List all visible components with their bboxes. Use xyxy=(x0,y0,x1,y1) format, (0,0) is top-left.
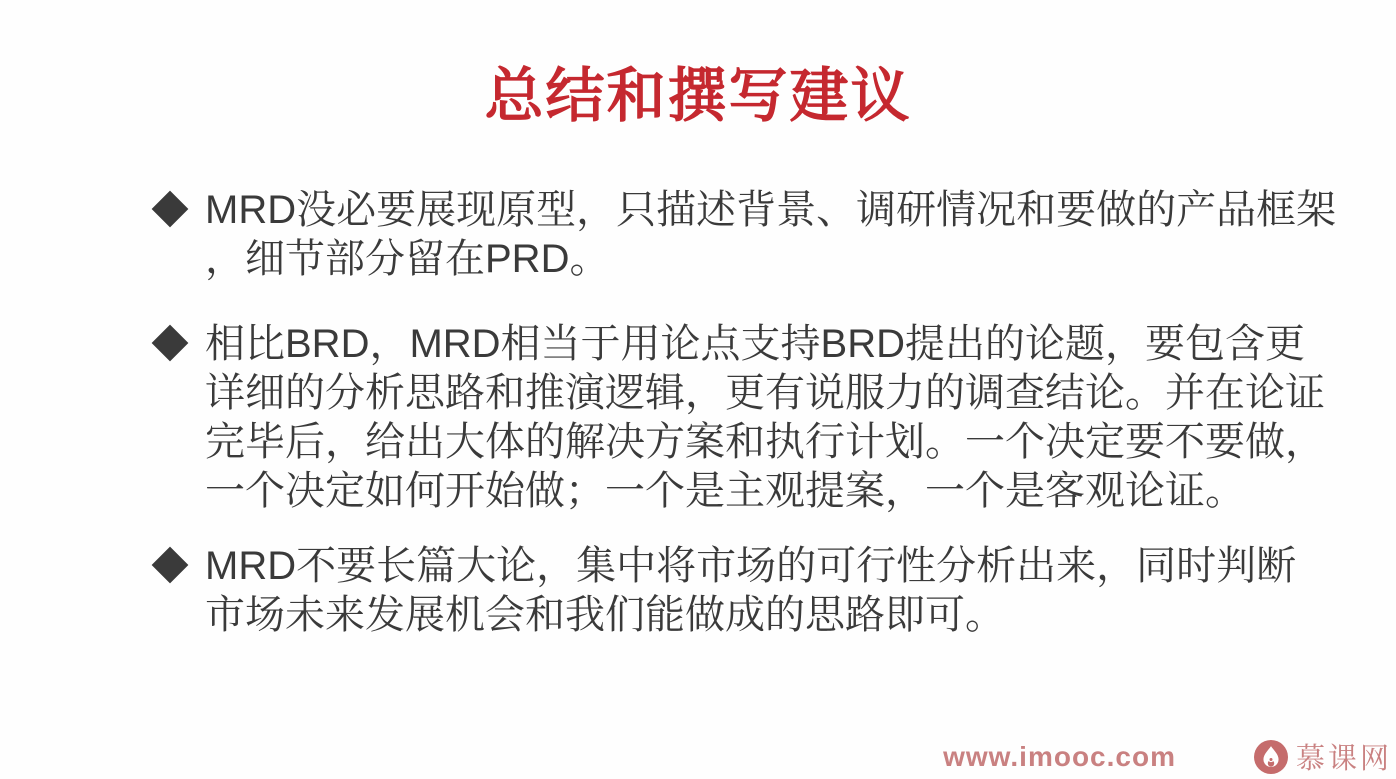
bullet-marker-box xyxy=(155,320,205,356)
bullet-line: ，细节部分留在PRD。 xyxy=(205,237,610,281)
bullet-line: 一个决定如何开始做；一个是主观提案，一个是客观论证。 xyxy=(205,469,1245,513)
bullet-list xyxy=(155,186,1345,640)
bullet-item-1 xyxy=(155,186,1345,284)
brand-name: 慕课网 xyxy=(1295,743,1392,775)
diamond-bullet-icon xyxy=(152,547,189,584)
bullet-line: 相比BRD，MRD相当于用论点支持BRD提出的论题，要包含更 xyxy=(205,322,1305,366)
diamond-bullet-icon xyxy=(152,191,189,228)
imooc-brand xyxy=(1254,736,1392,777)
bullet-line: MRD没必要展现原型，只描述背景、调研情况和要做的产品框架 xyxy=(205,188,1337,232)
bullet-line: 市场未来发展机会和我们能做成的思路即可。 xyxy=(205,593,1005,637)
slide-title: 总结和撰写建议 xyxy=(484,63,912,129)
bullet-line: 详细的分析思路和推演逻辑，更有说服力的调查结论。并在论证 xyxy=(205,371,1325,415)
bullet-item-2 xyxy=(155,320,1345,516)
watermark-url: www.imooc.com xyxy=(943,740,1176,772)
bullet-text-1 xyxy=(205,186,1345,284)
diamond-bullet-icon xyxy=(152,325,189,362)
bullet-text-3 xyxy=(205,542,1345,640)
bullet-item-3 xyxy=(155,542,1345,640)
bullet-marker-box xyxy=(155,542,205,578)
bullet-line: 完毕后，给出大体的解决方案和执行计划。一个决定要不要做， xyxy=(205,420,1325,464)
bullet-line: MRD不要长篇大论，集中将市场的可行性分析出来，同时判断 xyxy=(205,544,1297,588)
bullet-marker-box xyxy=(155,186,205,222)
footer-watermark xyxy=(943,736,1392,777)
bullet-text-2 xyxy=(205,320,1345,516)
flame-in-circle-icon xyxy=(1254,740,1288,774)
